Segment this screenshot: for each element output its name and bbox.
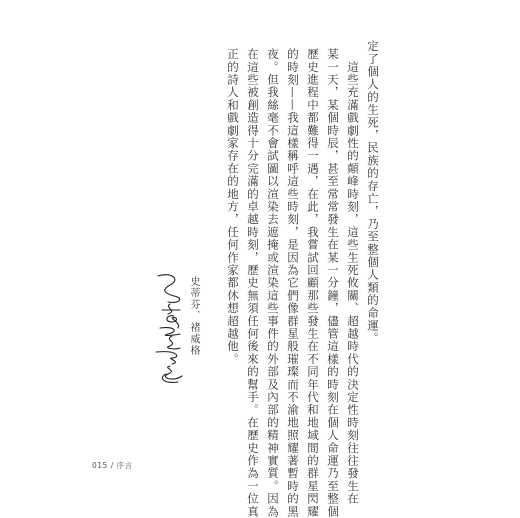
page-number: 015 <box>92 461 108 470</box>
text-line: 這些充滿戲劇性的顛峰時刻，這些生死攸關、超越時代的決定性時刻往往發生在 <box>346 48 360 506</box>
text-line: 夜。但我絲毫不會試圖以渲染去遮掩或渲染這些事件的外部及內部的精神實質。因為 <box>266 48 280 518</box>
page-footer <box>92 460 133 471</box>
handwritten-signature <box>150 270 190 385</box>
footer-separator: / <box>110 461 114 470</box>
author-name: 史蒂芬．褚威格 <box>188 276 199 357</box>
text-line: 正的詩人和戲劇家存在的地方，任何作家都休想超越他。 <box>226 48 240 366</box>
text-line: 在這些被創造得十分完滿的卓越時刻，歷史無須任何後來的幫手。在歷史作為一位真 <box>246 48 260 518</box>
text-line: 某一天，某個時辰，甚至常常發生在某一分鐘，儘管這樣的時刻在個人命運乃至整個 <box>326 48 340 518</box>
section-title: 序言 <box>116 461 133 470</box>
text-line: 歷史進程中都難得一遇，在此，我嘗試回顧那些發生在不同年代和地域間的群星閃耀 <box>306 48 320 518</box>
text-line: 定了個人的生死，民族的存亡，乃至整個人類的命運。 <box>366 40 380 345</box>
text-line: 的時刻——我這樣稱呼這些時刻，是因為它們像群星般璀璨而不渝地照耀著暫時的黑 <box>286 48 300 518</box>
